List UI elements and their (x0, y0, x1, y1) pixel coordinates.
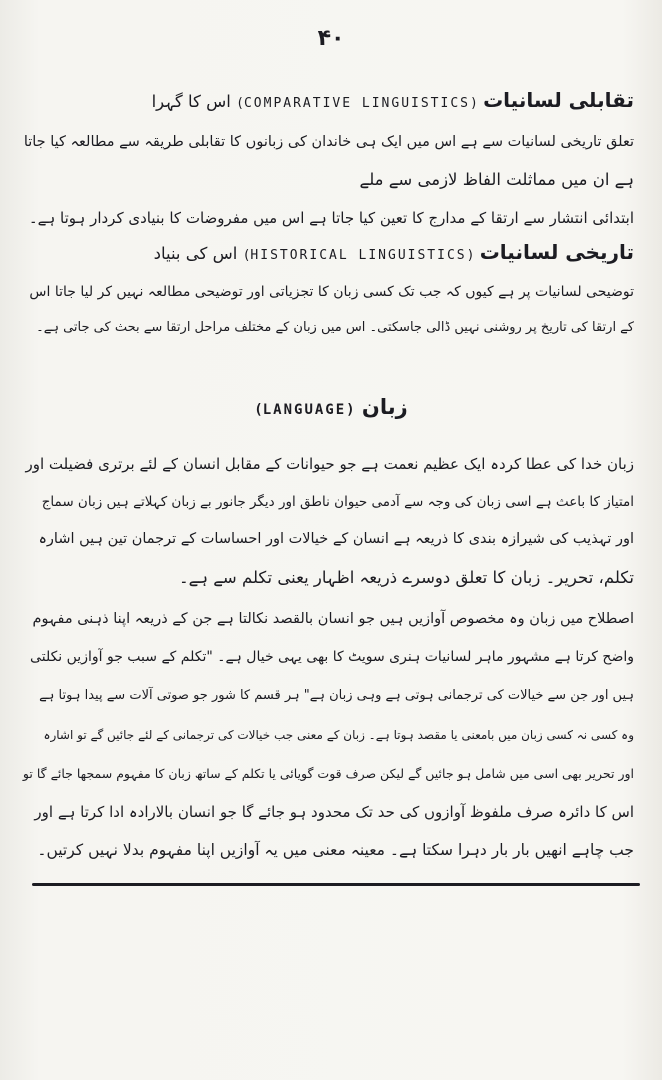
section-2-heading-line (22, 240, 634, 268)
section-1-line-3: ابتدائی انتشار سے ارتقا کے مدارج کا تعین کیا جاتا ہے اس میں مفروضات کا بنیادی کردار ہوتا ہے۔ (28, 209, 634, 227)
section-3-line-5: واضح کرتا ہے مشہور ماہر لسانیات ہنری سویٹ کا بھی یہی خیال ہے۔ "تکلم کے سبب جو آوازیں نکلتی (30, 649, 634, 665)
section-2-latin-term: (HISTORICAL LINGUISTICS) (242, 248, 475, 263)
section-1-latin-term: (COMPARATIVE LINGUISTICS) (236, 96, 478, 111)
section-3-line-10: جب چاہے انھیں بار بار دہرا سکتا ہے۔ معینہ معنی میں یہ آوازیں اپنا مفہوم بدلا نہیں کرتیں۔ (37, 841, 634, 859)
section-3-line-9: اس کا دائرہ صرف ملفوظ آوازوں کی حد تک محدود ہو جائے گا جو انسان بالارادہ ادا کرتا ہے اور (34, 803, 634, 821)
section-3-line-3: تکلم، تحریر۔ زبان کا تعلق دوسرے ذریعہ اظہار یعنی تکلم سے ہے۔ (179, 568, 634, 587)
footer-divider (32, 883, 640, 886)
section-2-line-0: اس کی بنیاد (153, 244, 238, 263)
section-3-line-0: زبان خدا کی عطا کردہ ایک عظیم نعمت ہے جو حیوانات کے مقابل انسان کے لئے برتری فضیلت اور (25, 455, 634, 473)
section-3-line-7: وہ کسی نہ کسی زبان میں بامعنی یا مقصد ہوتا ہے۔ زبان کے معنی جب خیالات کی ترجمانی کے لئے جائیں گے تو اشارہ (43, 728, 634, 742)
section-1-heading: تقابلی لسانیات (483, 88, 634, 112)
section-1-line-2: ہے ان میں مماثلت الفاظ لازمی سے ملے (359, 170, 634, 189)
section-1-line-1: تعلق تاریخی لسانیات سے ہے اس میں ایک ہی خاندان کی زبانوں کا تقابلی طریقہ سے مطالعہ کیا جاتا (23, 134, 634, 150)
section-3-latin-term: (LANGUAGE) (254, 402, 355, 418)
section-3-line-1: امتیاز کا باعث ہے اسی زبان کی وجہ سے آدمی حیوان ناطق اور دیگر جانور بے زبان کہلاتے ہیں زبان سماج (41, 494, 634, 510)
section-3-line-8: اور تحریر بھی اسی میں شامل ہو جائیں گے لیکن صرف قوت گویائی یا تکلم کے ساتھ زبان کا مفہوم سمجھا جائے گا تو (22, 766, 634, 781)
section-1-line-0: اس کا گہرا (151, 92, 231, 111)
section-3-line-2: اور تہذیب کی شیرازہ بندی کا ذریعہ ہے انسان کے خیالات اور احساسات کے ترجمان تین ہیں اشارہ (38, 531, 634, 547)
section-2-heading: تاریخی لسانیات (479, 240, 634, 264)
page-number: ۴۰ (317, 26, 345, 51)
section-3-line-4: اصطلاح میں زبان وہ مخصوص آوازیں ہیں جو انسان بالقصد نکالتا ہے جن کے ذریعہ اپنا ذہنی مفہوم (32, 611, 634, 627)
section-2-line-2: کے ارتقا کی تاریخ پر روشنی نہیں ڈالی جاسکتی۔ اس میں زبان کے مختلف مراحل ارتقا سے بحث کی جاتی ہے۔ (36, 320, 634, 335)
section-3-heading: زبان (361, 395, 408, 419)
section-2-line-1: توضیحی لسانیات پر ہے کیوں کہ جب تک کسی زبان کا تجزیاتی اور توضیحی مطالعہ نہیں کر لیا جاتا اس (29, 284, 634, 300)
section-1-heading-line (22, 88, 634, 116)
section-3-line-6: ہیں اور جن سے خیالات کی ترجمانی ہوتی ہے وہی زبان ہے" ہر قسم کا شور جو صوتی آلات سے پیدا ہوتا ہے (39, 688, 634, 703)
section-3-title (0, 395, 662, 419)
